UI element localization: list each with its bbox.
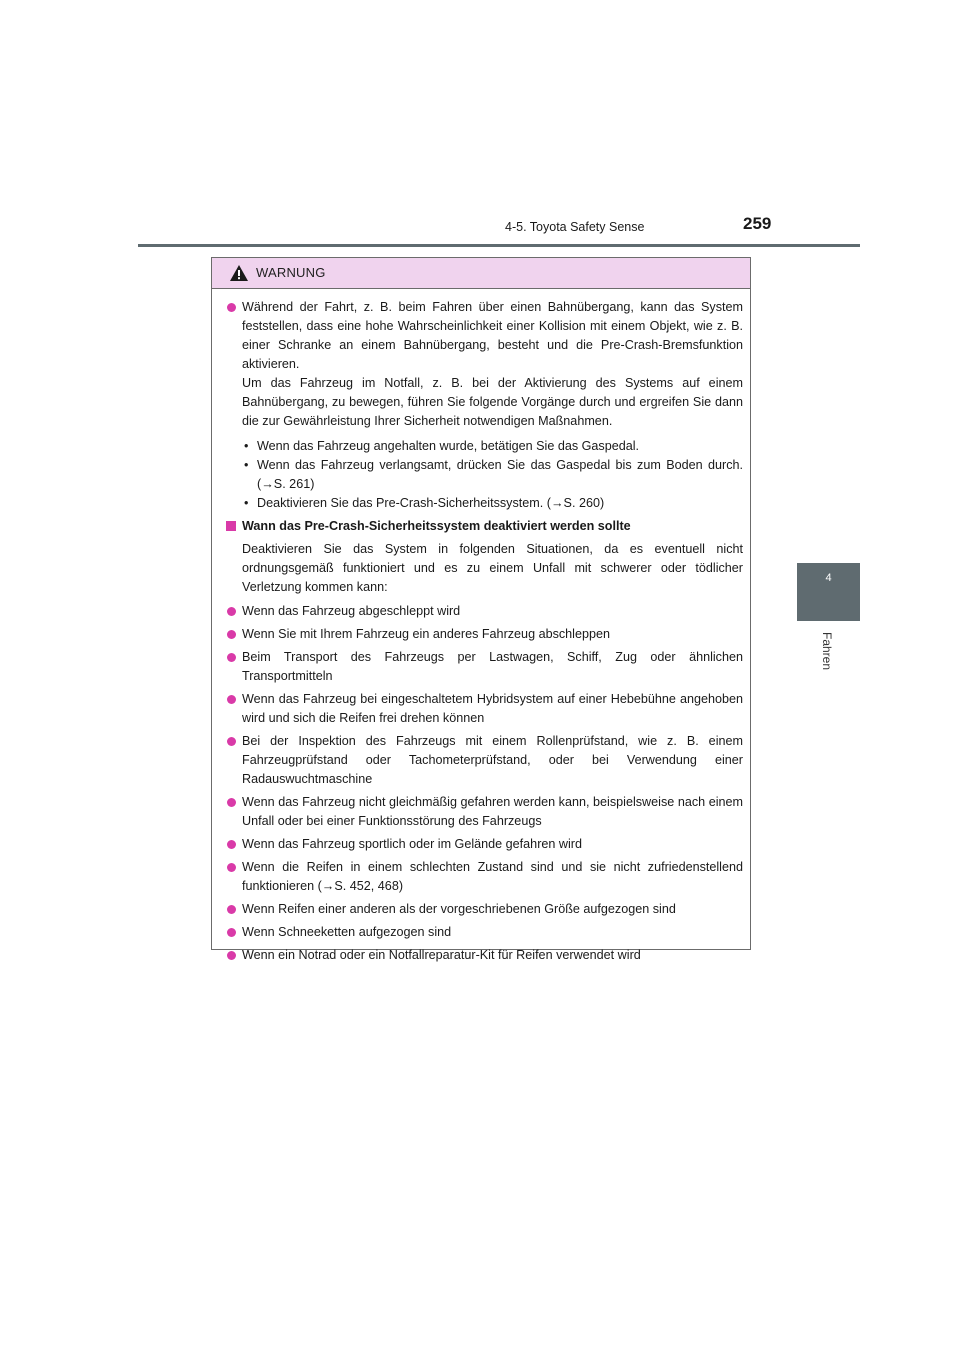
item-text: Wenn das Fahrzeug nicht gleichmäßig gefahren werden kann, beispielsweise nach einem Unfall oder bei einer Funktionsstörung des Fahrzeugs [242,795,743,828]
item-text: Wenn Reifen einer anderen als der vorgeschriebenen Größe aufgezogen sind [242,902,676,916]
list-item [215,858,743,896]
bullet-icon [227,863,236,872]
header-divider [138,244,860,247]
item-text: Wenn die Reifen in einem schlechten Zustand sind und sie nicht zufriedenstellend funktionieren (→S. 452, 468) [242,860,743,893]
bullet-icon [227,798,236,807]
sub-item-text: Wenn das Fahrzeug verlangsamt, drücken Sie das Gaspedal bis zum Boden durch. (→S. 261) [257,458,743,491]
list-item [215,793,743,831]
list-item [215,732,743,789]
list-item [215,690,743,728]
item-text: Beim Transport des Fahrzeugs per Lastwagen, Schiff, Zug oder ähnlichen Transportmitteln [242,650,743,683]
item-text: Wenn Sie mit Ihrem Fahrzeug ein anderes Fahrzeug abschleppen [242,627,610,641]
dot-icon: • [244,439,249,453]
chapter-tab[interactable] [797,563,860,621]
section-intro: Deaktivieren Sie das System in folgenden Situationen, da es eventuell nicht ordnungsgemäß funktioniert und es zu einem Unfall mit schwerer oder tödlicher Verletzung kommen kann: [242,542,743,594]
page-number: 259 [743,214,772,233]
bullet-icon [227,928,236,937]
item-text: Wenn das Fahrzeug sportlich oder im Gelände gefahren wird [242,837,582,851]
bullet-icon [227,607,236,616]
dot-icon: • [244,496,249,510]
header-section-title: 4-5. Toyota Safety Sense [505,220,645,234]
bullet-icon [227,840,236,849]
list-item [215,923,743,942]
sub-item [242,437,743,456]
sub-list [242,437,743,513]
item-text: Bei der Inspektion des Fahrzeugs mit einem Rollenprüfstand, wie z. B. einem Fahrzeugprüfstand oder Tachometerprüfstand, oder bei Verwendung einer Radauswuchtmaschine [242,734,743,786]
section-block [215,517,743,597]
item-text: Wenn ein Notrad oder ein Notfallreparatur-Kit für Reifen verwendet wird [242,948,641,962]
chapter-label: Fahren [820,632,834,671]
list-item [215,900,743,919]
bullet-icon [227,737,236,746]
list-item [215,602,743,621]
list-item [215,835,743,854]
item-text: Wenn das Fahrzeug abgeschleppt wird [242,604,461,618]
warning-header [212,258,750,289]
list-item [215,648,743,686]
bullet-icon [227,905,236,914]
sub-item-text: Deaktivieren Sie das Pre-Crash-Sicherheitssystem. (→S. 260) [257,496,605,510]
section-heading: Wann das Pre-Crash-Sicherheitssystem deaktiviert werden sollte [242,519,631,533]
warning-triangle-icon [229,264,249,282]
square-bullet-icon [226,521,236,531]
bullet-icon [227,630,236,639]
bullet-icon [227,951,236,960]
dot-icon: • [244,458,249,472]
item-text: Wenn das Fahrzeug bei eingeschaltetem Hybridsystem auf einer Hebebühne angehoben wird und sich die Reifen frei drehen können [242,692,743,725]
sub-item [242,456,743,494]
warning-body [212,289,750,965]
bullet-icon [227,695,236,704]
list-item [215,946,743,965]
sub-item [242,494,743,513]
list-item [215,298,743,513]
sub-item-text: Wenn das Fahrzeug angehalten wurde, betätigen Sie das Gaspedal. [257,439,640,453]
warning-box [211,257,751,962]
item-paragraph: Um das Fahrzeug im Notfall, z. B. bei der Aktivierung des Systems auf einem Bahnübergang, zu bewegen, führen Sie folgende Vorgänge durch und ergreifen Sie dann die zur Gewährleistung Ihrer Sicherheit notwendigen Maßnahmen. [242,376,743,428]
list-item [215,625,743,644]
item-paragraph: Während der Fahrt, z. B. beim Fahren über einen Bahnübergang, kann das System feststellen, dass eine hohe Wahrscheinlichkeit einer Kollision mit einem Objekt, wie z. B. einer Schranke an einem Bahnübergang, besteht und die Pre-Crash-Bremsfunktion aktivieren. [242,300,743,371]
warning-title: WARNUNG [256,265,326,280]
item-text: Wenn Schneeketten aufgezogen sind [242,925,452,939]
chapter-number: 4 [825,572,832,584]
bullet-icon [227,303,236,312]
bullet-icon [227,653,236,662]
